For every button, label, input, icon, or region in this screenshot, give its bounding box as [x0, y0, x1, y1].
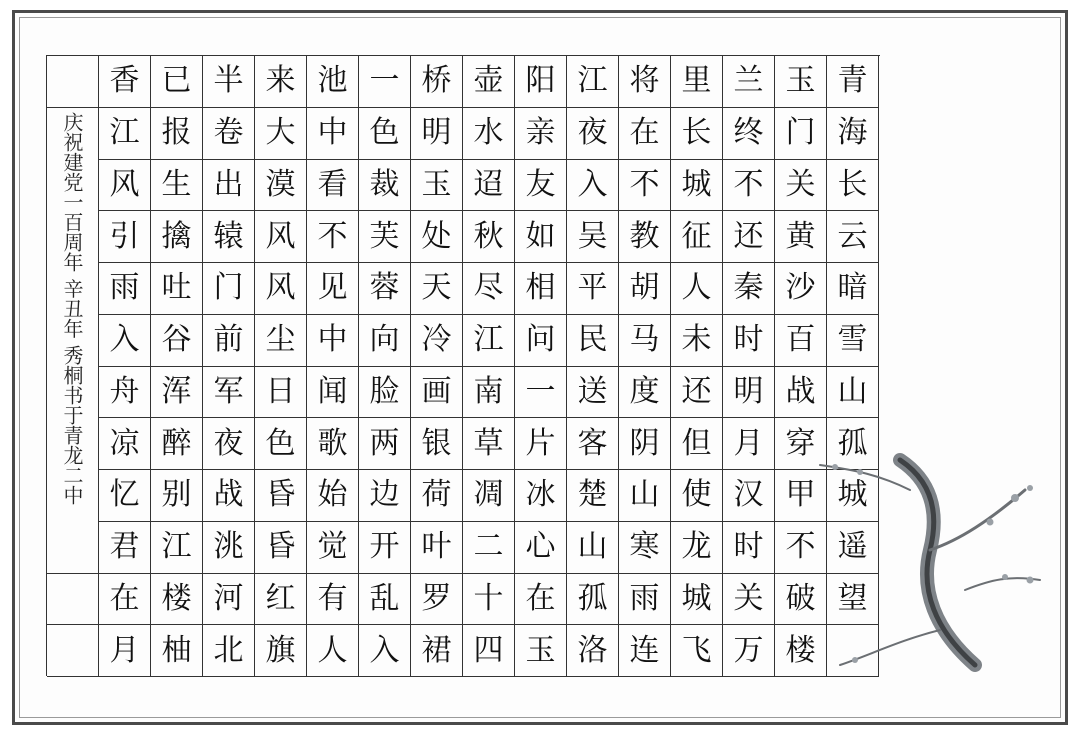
character-cell: 有 — [307, 574, 359, 626]
character-cell: 里 — [671, 56, 723, 108]
character-cell: 在 — [619, 108, 671, 160]
character-cell: 香 — [99, 56, 151, 108]
character-cell: 长 — [827, 160, 879, 212]
character-cell: 时 — [723, 315, 775, 367]
character-cell: 辕 — [203, 211, 255, 263]
character-cell: 吴 — [567, 211, 619, 263]
character-cell: 海 — [827, 108, 879, 160]
character-cell: 城 — [827, 470, 879, 522]
character-cell: 报 — [151, 108, 203, 160]
character-cell: 半 — [203, 56, 255, 108]
character-cell: 还 — [671, 367, 723, 419]
character-cell: 遥 — [827, 522, 879, 574]
character-cell: 大 — [255, 108, 307, 160]
character-cell: 风 — [255, 211, 307, 263]
character-cell: 乱 — [359, 574, 411, 626]
character-cell: 前 — [203, 315, 255, 367]
character-cell: 不 — [723, 160, 775, 212]
calligraphy-grid — [46, 55, 880, 676]
character-cell: 孤 — [567, 574, 619, 626]
character-cell: 中 — [307, 315, 359, 367]
character-cell: 心 — [515, 522, 567, 574]
character-cell: 山 — [827, 367, 879, 419]
character-cell: 玉 — [515, 625, 567, 677]
character-cell: 入 — [567, 160, 619, 212]
character-cell: 教 — [619, 211, 671, 263]
character-cell: 龙 — [671, 522, 723, 574]
character-cell: 胡 — [619, 263, 671, 315]
empty-cell — [47, 574, 99, 626]
character-cell: 雨 — [619, 574, 671, 626]
character-cell: 见 — [307, 263, 359, 315]
character-cell: 沙 — [775, 263, 827, 315]
signature-column — [47, 108, 99, 574]
character-cell: 冰 — [515, 470, 567, 522]
character-cell: 客 — [567, 418, 619, 470]
character-cell — [827, 625, 879, 677]
character-cell: 擒 — [151, 211, 203, 263]
character-cell: 中 — [307, 108, 359, 160]
character-cell: 门 — [775, 108, 827, 160]
character-cell: 色 — [255, 418, 307, 470]
character-cell: 卷 — [203, 108, 255, 160]
character-cell: 吐 — [151, 263, 203, 315]
character-cell: 关 — [775, 160, 827, 212]
character-cell: 向 — [359, 315, 411, 367]
character-cell: 亲 — [515, 108, 567, 160]
character-cell: 但 — [671, 418, 723, 470]
character-cell: 时 — [723, 522, 775, 574]
character-cell: 昏 — [255, 470, 307, 522]
character-cell: 芙 — [359, 211, 411, 263]
character-cell: 生 — [151, 160, 203, 212]
character-cell: 柚 — [151, 625, 203, 677]
character-cell: 望 — [827, 574, 879, 626]
character-cell: 银 — [411, 418, 463, 470]
character-cell: 入 — [99, 315, 151, 367]
character-cell: 君 — [99, 522, 151, 574]
character-cell: 昏 — [255, 522, 307, 574]
character-cell: 凋 — [463, 470, 515, 522]
character-cell: 裁 — [359, 160, 411, 212]
character-cell: 马 — [619, 315, 671, 367]
character-cell: 雪 — [827, 315, 879, 367]
character-cell: 闻 — [307, 367, 359, 419]
character-cell: 歌 — [307, 418, 359, 470]
character-cell: 如 — [515, 211, 567, 263]
character-cell: 凉 — [99, 418, 151, 470]
character-cell: 秦 — [723, 263, 775, 315]
character-cell: 始 — [307, 470, 359, 522]
character-cell: 已 — [151, 56, 203, 108]
character-cell: 阳 — [515, 56, 567, 108]
character-cell: 楼 — [775, 625, 827, 677]
signature-text: 庆祝建党一百周年 辛丑年 秀桐书于青龙二中 — [60, 111, 84, 505]
character-cell: 画 — [411, 367, 463, 419]
character-cell: 民 — [567, 315, 619, 367]
character-cell: 罗 — [411, 574, 463, 626]
character-cell: 入 — [359, 625, 411, 677]
character-cell: 送 — [567, 367, 619, 419]
character-cell: 北 — [203, 625, 255, 677]
character-cell: 浑 — [151, 367, 203, 419]
character-cell: 江 — [463, 315, 515, 367]
character-cell: 二 — [463, 522, 515, 574]
character-cell: 在 — [515, 574, 567, 626]
character-cell: 一 — [515, 367, 567, 419]
character-cell: 暗 — [827, 263, 879, 315]
character-cell: 洮 — [203, 522, 255, 574]
character-cell: 夜 — [203, 418, 255, 470]
character-cell: 天 — [411, 263, 463, 315]
character-cell: 山 — [619, 470, 671, 522]
character-cell: 片 — [515, 418, 567, 470]
character-cell: 秋 — [463, 211, 515, 263]
character-cell: 未 — [671, 315, 723, 367]
character-cell: 醉 — [151, 418, 203, 470]
character-cell: 舟 — [99, 367, 151, 419]
empty-cell — [47, 56, 99, 108]
character-cell: 冷 — [411, 315, 463, 367]
character-cell: 还 — [723, 211, 775, 263]
character-cell: 别 — [151, 470, 203, 522]
character-cell: 不 — [619, 160, 671, 212]
character-cell: 月 — [99, 625, 151, 677]
character-cell: 一 — [359, 56, 411, 108]
character-cell: 开 — [359, 522, 411, 574]
character-cell: 甲 — [775, 470, 827, 522]
character-cell: 裙 — [411, 625, 463, 677]
character-cell: 楚 — [567, 470, 619, 522]
character-cell: 长 — [671, 108, 723, 160]
character-cell: 月 — [723, 418, 775, 470]
character-cell: 南 — [463, 367, 515, 419]
character-cell: 忆 — [99, 470, 151, 522]
character-cell: 城 — [671, 160, 723, 212]
character-cell: 看 — [307, 160, 359, 212]
character-cell: 江 — [99, 108, 151, 160]
character-cell: 寒 — [619, 522, 671, 574]
character-cell: 人 — [307, 625, 359, 677]
character-cell: 终 — [723, 108, 775, 160]
character-cell: 十 — [463, 574, 515, 626]
empty-cell — [47, 625, 99, 677]
character-cell: 征 — [671, 211, 723, 263]
character-cell: 战 — [775, 367, 827, 419]
character-cell: 水 — [463, 108, 515, 160]
character-cell: 战 — [203, 470, 255, 522]
character-cell: 旗 — [255, 625, 307, 677]
character-cell: 平 — [567, 263, 619, 315]
character-cell: 相 — [515, 263, 567, 315]
character-cell: 谷 — [151, 315, 203, 367]
character-cell: 将 — [619, 56, 671, 108]
character-cell: 度 — [619, 367, 671, 419]
character-cell: 穿 — [775, 418, 827, 470]
character-cell: 引 — [99, 211, 151, 263]
character-cell: 问 — [515, 315, 567, 367]
character-cell: 明 — [723, 367, 775, 419]
character-cell: 山 — [567, 522, 619, 574]
character-cell: 河 — [203, 574, 255, 626]
character-cell: 不 — [775, 522, 827, 574]
character-cell: 来 — [255, 56, 307, 108]
character-cell: 桥 — [411, 56, 463, 108]
character-cell: 明 — [411, 108, 463, 160]
character-cell: 城 — [671, 574, 723, 626]
character-cell: 友 — [515, 160, 567, 212]
character-cell: 色 — [359, 108, 411, 160]
character-cell: 草 — [463, 418, 515, 470]
character-cell: 叶 — [411, 522, 463, 574]
character-cell: 出 — [203, 160, 255, 212]
character-cell: 风 — [255, 263, 307, 315]
character-cell: 军 — [203, 367, 255, 419]
character-cell: 边 — [359, 470, 411, 522]
character-cell: 百 — [775, 315, 827, 367]
character-cell: 迢 — [463, 160, 515, 212]
character-cell: 四 — [463, 625, 515, 677]
character-cell: 蓉 — [359, 263, 411, 315]
character-cell: 关 — [723, 574, 775, 626]
character-cell: 连 — [619, 625, 671, 677]
character-cell: 不 — [307, 211, 359, 263]
character-cell: 人 — [671, 263, 723, 315]
character-cell: 荷 — [411, 470, 463, 522]
character-cell: 孤 — [827, 418, 879, 470]
character-cell: 洛 — [567, 625, 619, 677]
character-cell: 黄 — [775, 211, 827, 263]
character-cell: 门 — [203, 263, 255, 315]
character-cell: 池 — [307, 56, 359, 108]
character-cell: 玉 — [775, 56, 827, 108]
character-cell: 破 — [775, 574, 827, 626]
character-cell: 尽 — [463, 263, 515, 315]
character-cell: 汉 — [723, 470, 775, 522]
character-cell: 两 — [359, 418, 411, 470]
character-cell: 漠 — [255, 160, 307, 212]
character-cell: 雨 — [99, 263, 151, 315]
character-cell: 飞 — [671, 625, 723, 677]
character-cell: 壶 — [463, 56, 515, 108]
character-cell: 云 — [827, 211, 879, 263]
character-cell: 阴 — [619, 418, 671, 470]
character-cell: 楼 — [151, 574, 203, 626]
character-cell: 夜 — [567, 108, 619, 160]
character-cell: 玉 — [411, 160, 463, 212]
character-cell: 日 — [255, 367, 307, 419]
character-cell: 处 — [411, 211, 463, 263]
character-cell: 江 — [151, 522, 203, 574]
character-cell: 使 — [671, 470, 723, 522]
character-cell: 尘 — [255, 315, 307, 367]
character-cell: 脸 — [359, 367, 411, 419]
character-cell: 觉 — [307, 522, 359, 574]
character-cell: 江 — [567, 56, 619, 108]
character-cell: 万 — [723, 625, 775, 677]
character-cell: 兰 — [723, 56, 775, 108]
character-cell: 青 — [827, 56, 879, 108]
character-cell: 红 — [255, 574, 307, 626]
character-cell: 在 — [99, 574, 151, 626]
character-cell: 风 — [99, 160, 151, 212]
